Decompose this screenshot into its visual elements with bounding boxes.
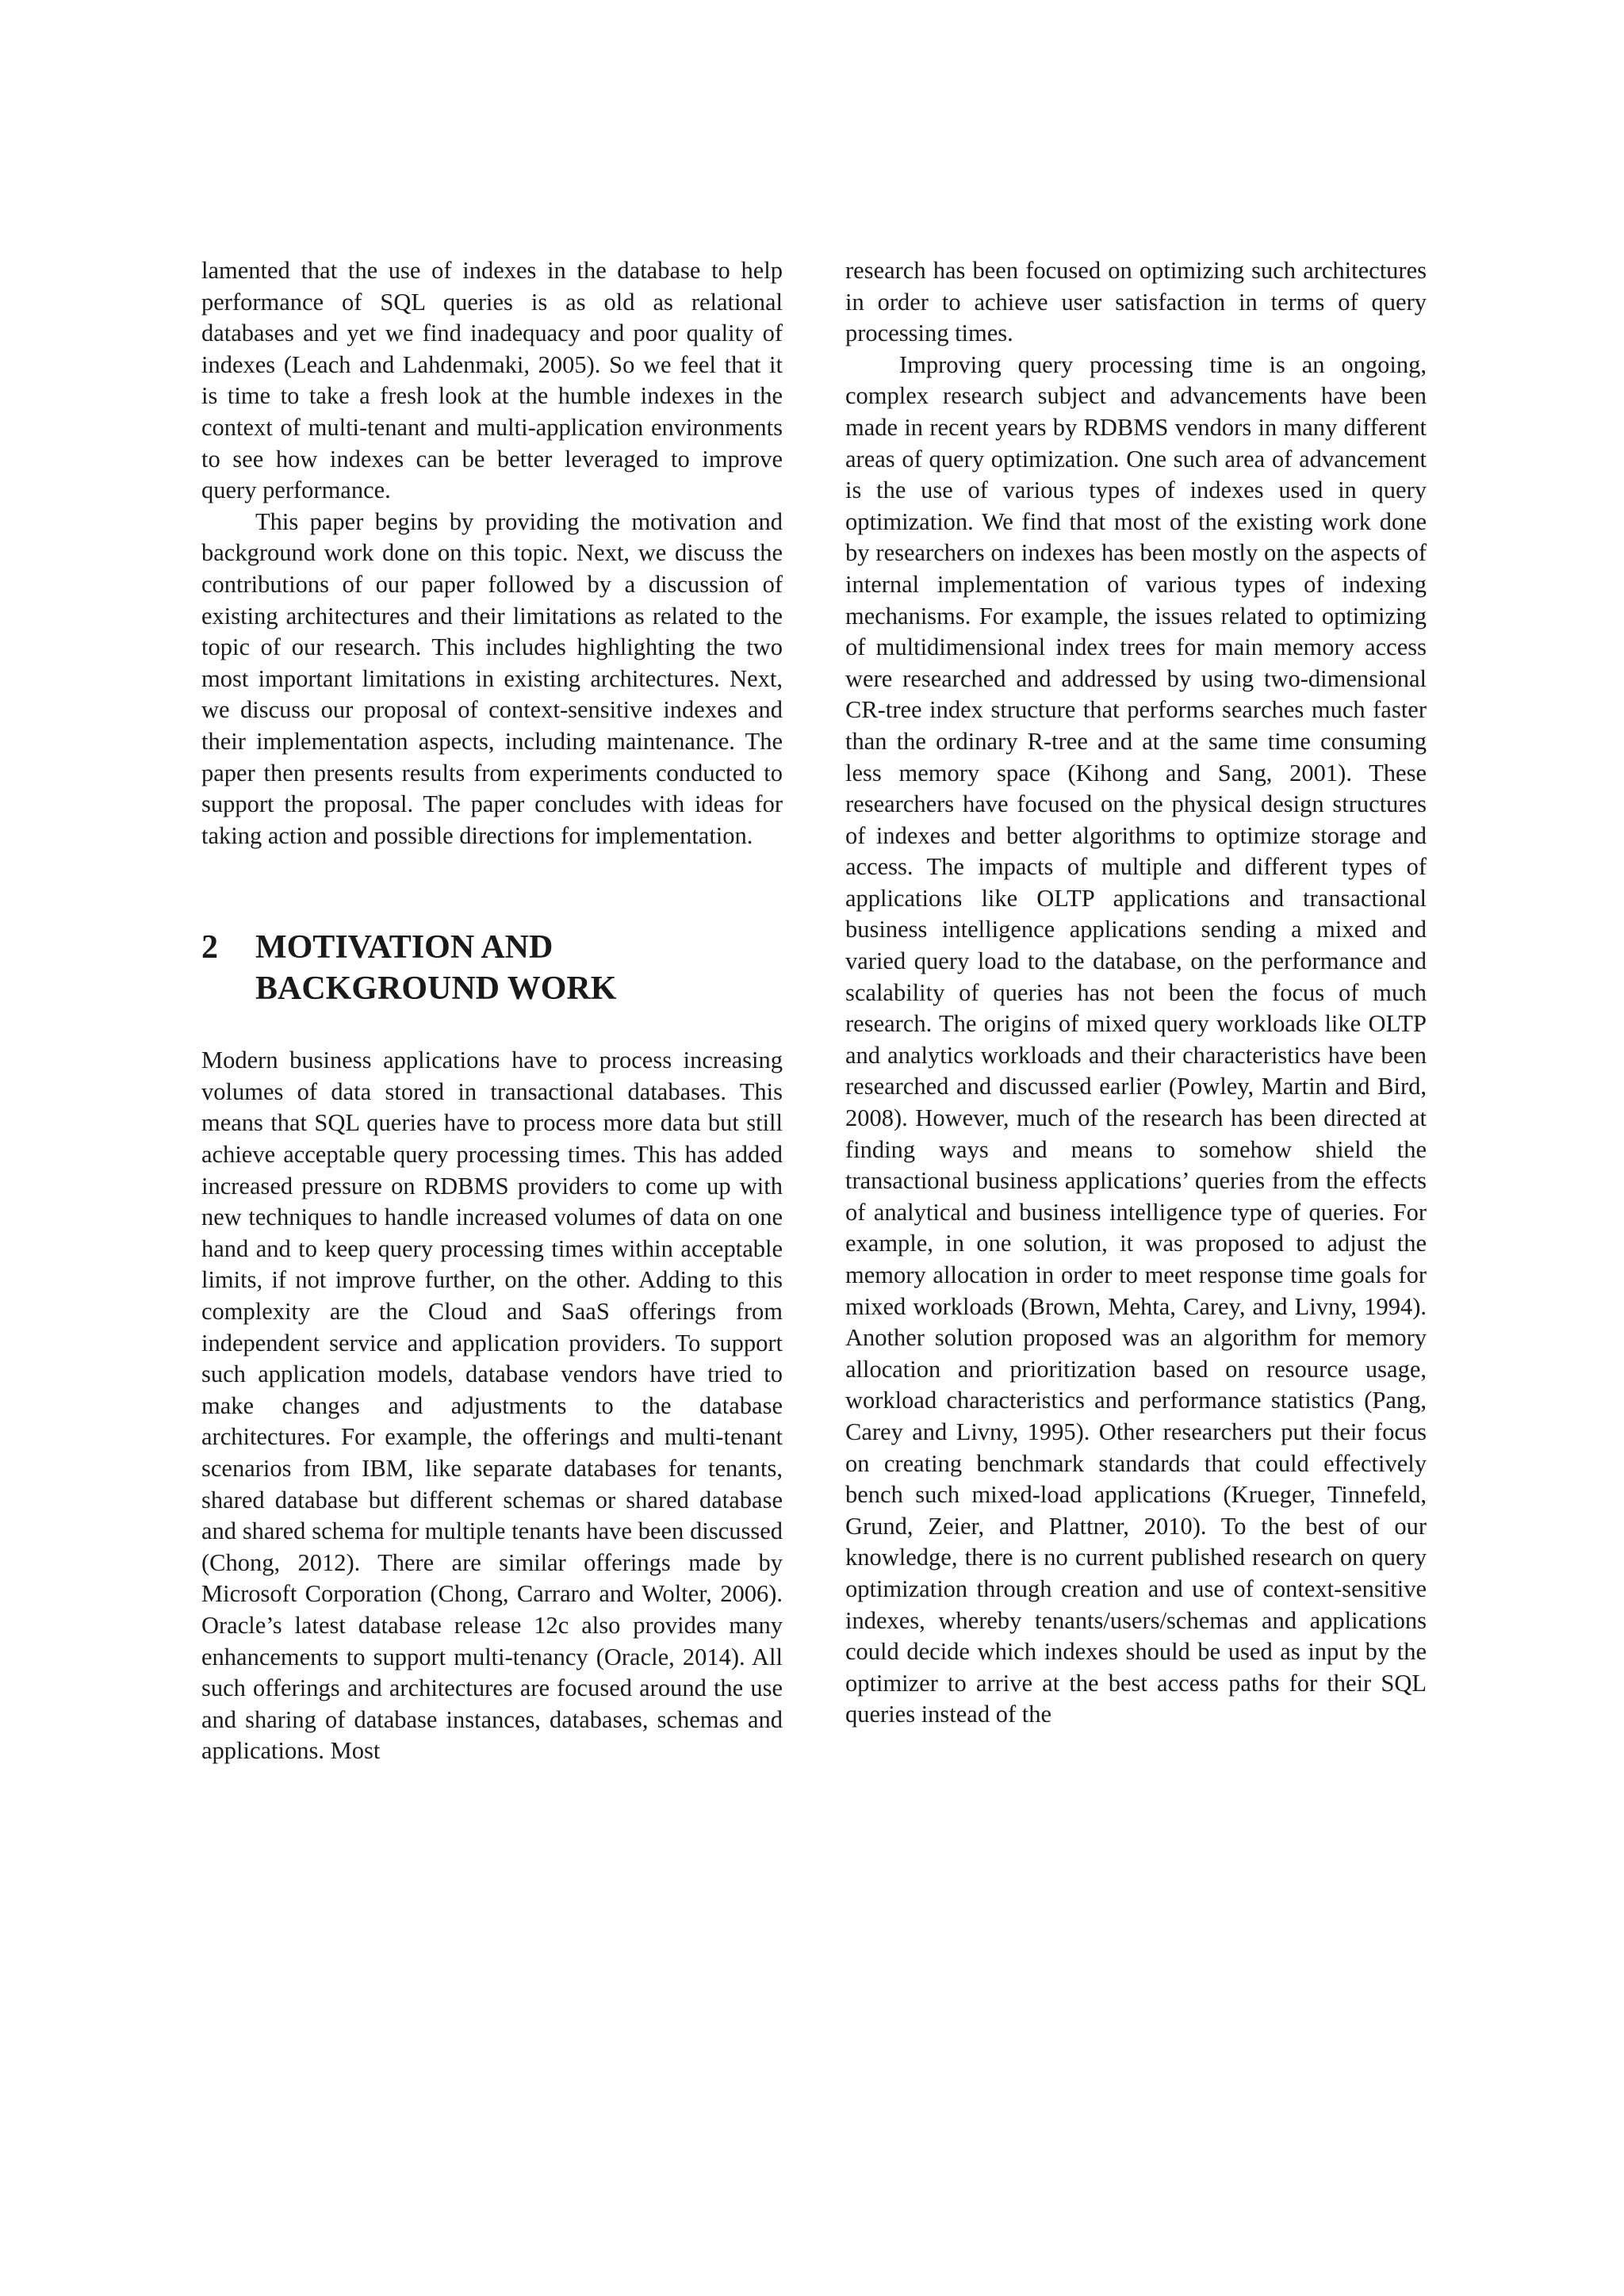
section-title: MOTIVATION AND BACKGROUND WORK [255, 929, 617, 1008]
section-number: 2 [201, 929, 218, 966]
right-paragraph-1: research has been focused on optimizing such architectures in order to achieve user satisfaction in terms of query processing times. [845, 257, 1427, 347]
section-heading [201, 927, 783, 1009]
left-column [201, 255, 783, 1767]
left-paragraph-1: lamented that the use of indexes in the database to help performance of SQL queries is as old as relational databases and yet we find inadequacy and poor quality of indexes (Leach and Lahdenmaki, 2005). So we feel that it is time to take a fresh look at the humble indexes in the context of multi-tenant and multi-application environments to see how indexes can be better leveraged to improve query performance. [201, 257, 783, 504]
right-paragraph-2: Improving query processing time is an ongoing, complex research subject and advancements have been made in recent years by RDBMS vendors in many different areas of query optimization. One such area of advancement is the use of various types of indexes used in query optimization. We find that most of the existing work done by researchers on indexes has been mostly on the aspects of internal implementation of various types of indexing mechanisms. For example, the issues related to optimizing of multidimensional index trees for main memory access were researched and addressed by using two-dimensional CR-tree index structure that performs searches much faster than the ordinary R-tree and at the same time consuming less memory space (Kihong and Sang, 2001). These researchers have focused on the physical design structures of indexes and better algorithms to optimize storage and access. The impacts of multiple and different types of applications like OLTP applications and transactional business intelligence applications sending a mixed and varied query load to the database, on the performance and scalability of queries has not been the focus of much research. The origins of mixed query workloads like OLTP and analytics workloads and their characteristics have been researched and discussed earlier (Powley, Martin and Bird, 2008). However, much of the research has been directed at finding ways and means to somehow shield the transactional business applications’ queries from the effects of analytical and business intelligence type of queries. For example, in one solution, it was proposed to adjust the memory allocation in order to meet response time goals for mixed workloads (Brown, Mehta, Carey, and Livny, 1994). Another solution proposed was an algorithm for memory allocation and prioritization based on resource usage, workload characteristics and performance statistics (Pang, Carey and Livny, 1995). Other researchers put their focus on creating benchmark standards that could effectively bench such mixed-load applications (Krueger, Tinnefeld, Grund, Zeier, and Plattner, 2010). To the best of our knowledge, there is no current published research on query optimization through creation and use of context-sensitive indexes, whereby tenants/users/schemas and applications could decide which indexes should be used as input by the optimizer to arrive at the best access paths for their SQL queries instead of the [845, 350, 1427, 1728]
left-paragraph-2: This paper begins by providing the motivation and background work done on this topic. Next, we discuss the contributions of our paper followed by a discussion of existing architectures and their limitations as related to the topic of our research. This includes highlighting the two most important limitations in existing architectures. Next, we discuss our proposal of context-sensitive indexes and their implementation aspects, including maintenance. The paper then presents results from experiments conducted to support the proposal. The paper concludes with ideas for taking action and possible directions for implementation. [201, 507, 783, 849]
left-paragraph-3: Modern business applications have to process increasing volumes of data stored in transactional databases. This means that SQL queries have to process more data but still achieve acceptable query processing times. This has added increased pressure on RDBMS providers to come up with new techniques to handle increased volumes of data on one hand and to keep query processing times within acceptable limits, if not improve further, on the other. Adding to this complexity are the Cloud and SaaS offerings from independent service and application providers. To support such application models, database vendors have tried to make changes and adjustments to the database architectures. For example, the offerings and multi-tenant scenarios from IBM, like separate databases for tenants, shared database but different schemas or shared database and shared schema for multiple tenants have been discussed (Chong, 2012). There are similar offerings made by Microsoft Corporation (Chong, Carraro and Wolter, 2006). Oracle’s latest database release 12c also provides many enhancements to support multi-tenancy (Oracle, 2014). All such offerings and architectures are focused around the use and sharing of database instances, databases, schemas and applications. Most [201, 1047, 783, 1765]
right-column [845, 255, 1427, 1731]
